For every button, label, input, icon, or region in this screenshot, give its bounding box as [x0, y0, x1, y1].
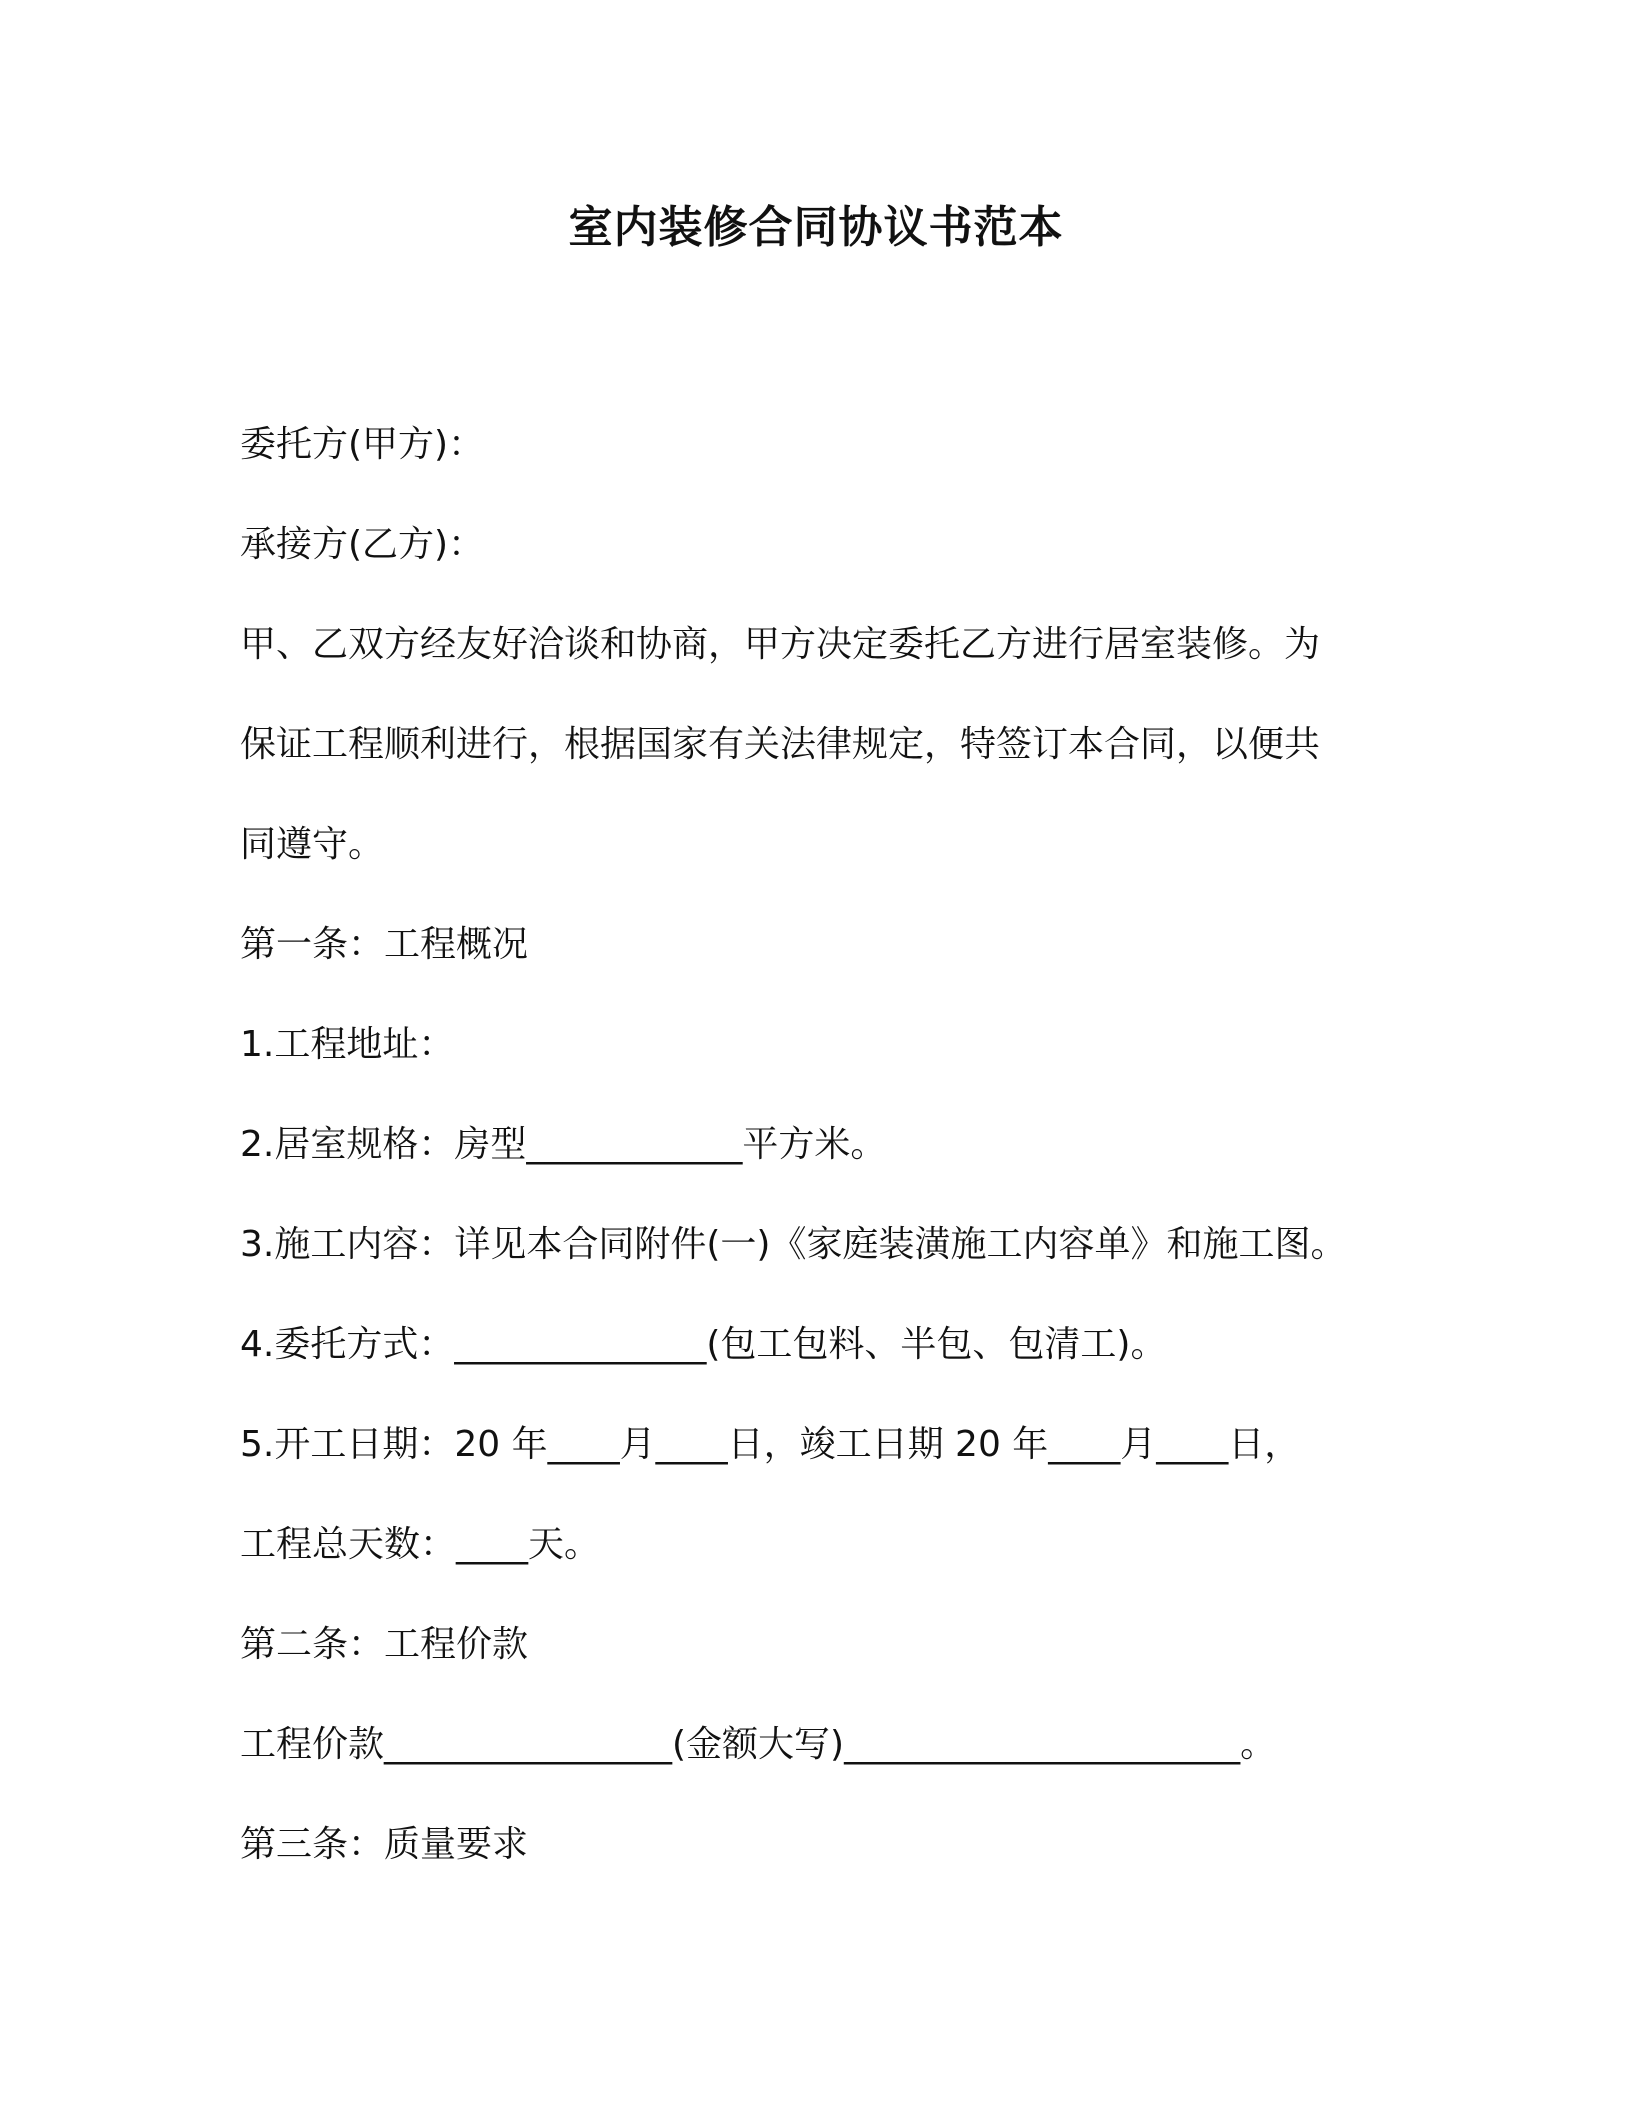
clause-1-3: 3.施工内容：详见本合同附件(一)《家庭装潢施工内容单》和施工图。: [240, 1224, 1347, 1265]
clause-1-5: 5.开工日期：20 年____月____日，竣工日期 20 年____月____日，: [240, 1424, 1301, 1465]
document-title: 室内装修合同协议书范本: [568, 202, 1064, 253]
clause-1-4: 4.委托方式：______________(包工包料、半包、包清工)。: [240, 1324, 1167, 1365]
article-3-heading: 第三条：质量要求: [240, 1824, 529, 1865]
preamble-line-3: 同遵守。: [240, 824, 385, 865]
clause-2-price: 工程价款________________(金额大写)______________________。: [240, 1724, 1277, 1765]
clause-1-2: 2.居室规格：房型____________平方米。: [240, 1124, 887, 1165]
article-2-heading: 第二条：工程价款: [240, 1624, 529, 1665]
clause-1-1: 1.工程地址：: [240, 1024, 455, 1065]
party-a-line: 委托方(甲方)：: [240, 424, 485, 465]
preamble-line-2: 保证工程顺利进行，根据国家有关法律规定，特签订本合同，以便共: [240, 724, 1321, 765]
clause-1-5-cont: 工程总天数：____天。: [240, 1524, 601, 1565]
party-b-line: 承接方(乙方)：: [240, 524, 485, 565]
preamble-line-1: 甲、乙双方经友好洽谈和协商，甲方决定委托乙方进行居室装修。为: [240, 624, 1321, 665]
article-1-heading: 第一条：工程概况: [240, 924, 529, 965]
